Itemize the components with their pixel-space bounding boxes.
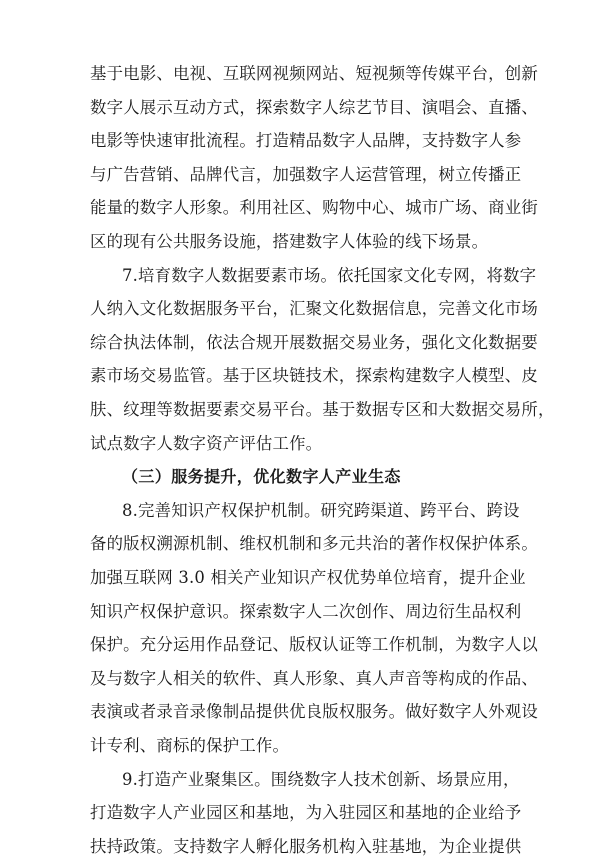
paragraph-line: 区的现有公共服务设施，搭建数字人体验的线下场景。 (90, 232, 489, 251)
paragraph-line: 基于电影、电视、互联网视频网站、短视频等传媒平台，创新 (90, 64, 538, 83)
paragraph-line: 数字人展示互动方式，探索数字人综艺节目、演唱会、直播、 (90, 97, 538, 117)
paragraph-line: 备的版权溯源机制、维权机制和多元共治的著作权保护体系。 (90, 534, 538, 554)
paragraph-line: 知识产权保护意识。探索数字人二次创作、周边衍生品权利 (90, 601, 522, 621)
paragraph-line: 加强互联网 3.0 相关产业知识产权优势单位培育，提升企业 (90, 568, 526, 587)
paragraph-line: 能量的数字人形象。利用社区、购物中心、城市广场、商业街 (90, 198, 538, 218)
paragraph-line: 表演或者录音录像制品提供优良版权服务。做好数字人外观设 (90, 702, 538, 722)
paragraph-line: 打造数字人产业园区和基地，为入驻园区和基地的企业给予 (90, 803, 522, 823)
section-heading: （三）服务提升，优化数字人产业生态 (122, 467, 401, 487)
paragraph-line: 9.打造产业聚集区。围绕数字人技术创新、场景应用， (122, 769, 520, 789)
paragraph-line: 8.完善知识产权保护机制。研究跨渠道、跨平台、跨设 (122, 500, 520, 520)
paragraph-line: 素市场交易监管。基于区块链技术，探索构建数字人模型、皮 (90, 366, 538, 386)
paragraph-line: 人纳入文化数据服务平台，汇聚文化数据信息，完善文化市场 (90, 299, 538, 319)
paragraph-line: 与广告营销、品牌代言，加强数字人运营管理，树立传播正 (90, 164, 522, 184)
paragraph-line: 计专利、商标的保护工作。 (90, 736, 290, 755)
paragraph-line: 扶持政策。支持数字人孵化服务机构入驻基地，为企业提供 (90, 836, 522, 856)
paragraph-line: 保护。充分运用作品登记、版权认证等工作机制，为数字人以 (90, 635, 538, 655)
paragraph-line: 电影等快速审批流程。打造精品数字人品牌，支持数字人参 (90, 131, 522, 151)
paragraph-line: 试点数字人数字资产评估工作。 (90, 433, 323, 453)
paragraph-line: 肤、纹理等数据要素交易平台。基于数据专区和大数据交易所， (90, 400, 555, 419)
paragraph-line: 7.培育数字人数据要素市场。依托国家文化专网，将数字 (122, 265, 537, 285)
paragraph-line: 及与数字人相关的软件、真人形象、真人声音等构成的作品、 (90, 668, 538, 688)
paragraph-line: 综合执法体制，依法合规开展数据交易业务，强化文化数据要 (90, 332, 538, 352)
